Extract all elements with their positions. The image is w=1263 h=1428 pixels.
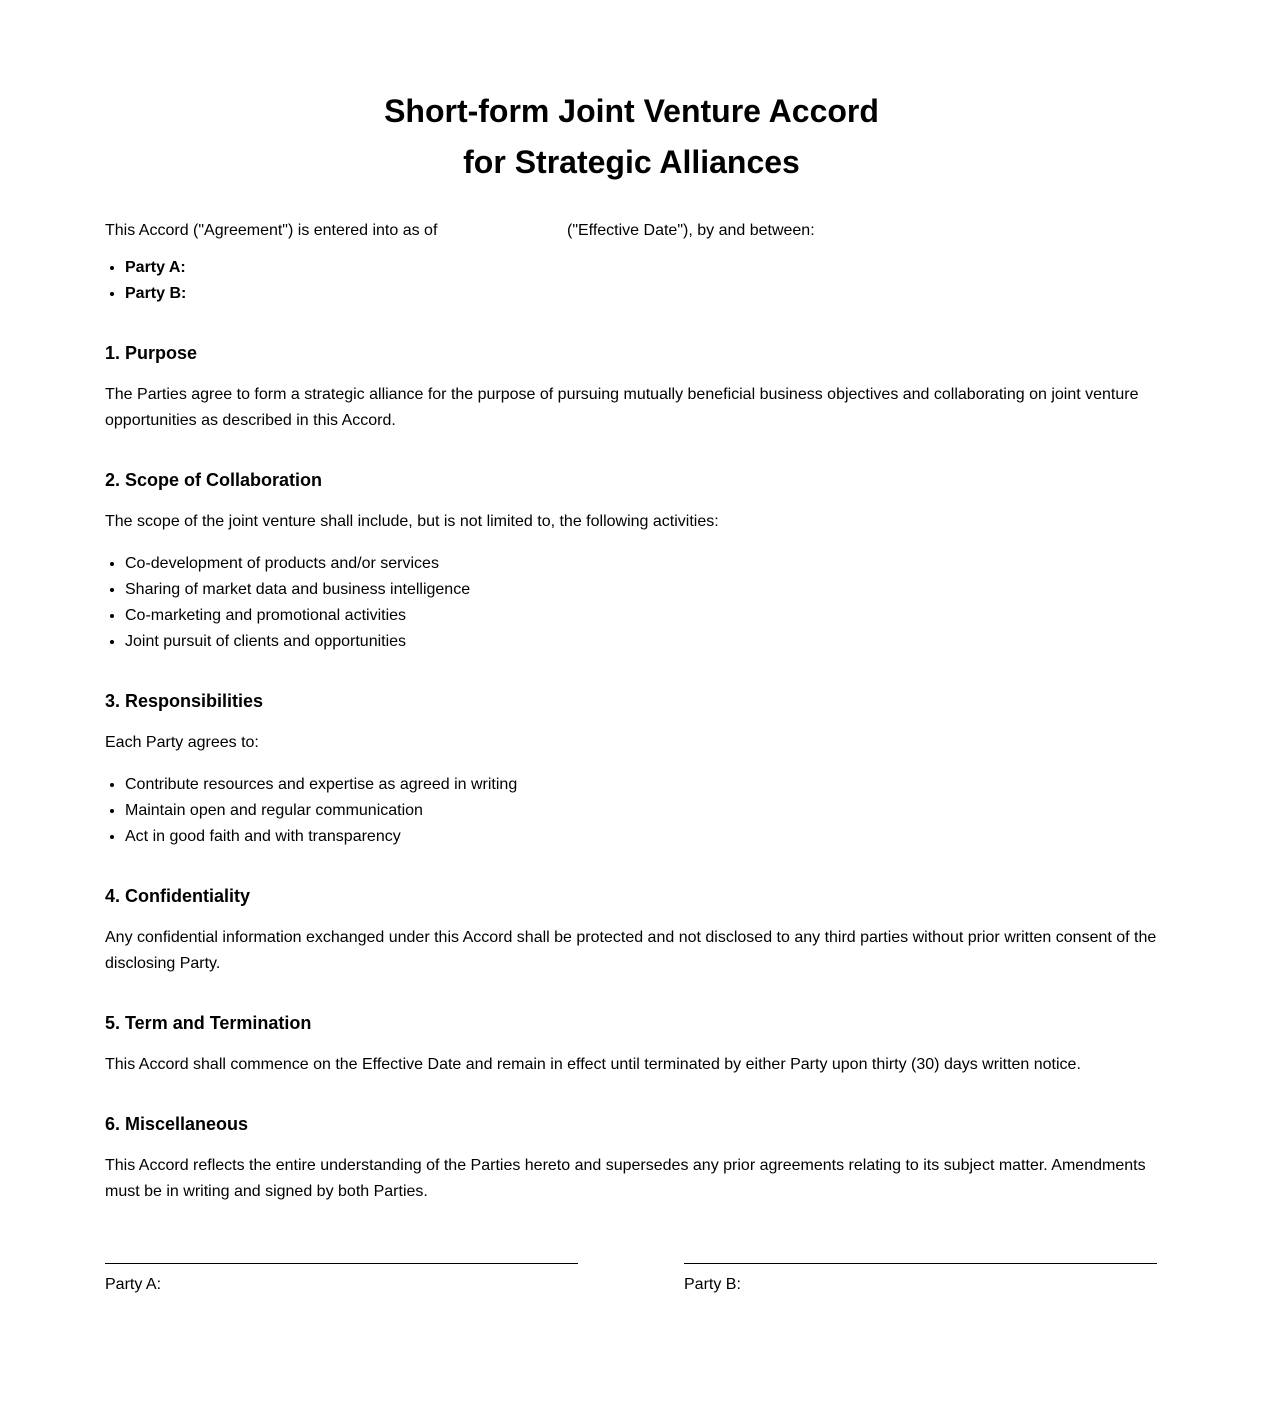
title-line-1: Short-form Joint Venture Accord bbox=[384, 93, 879, 129]
section-body-confidentiality: Any confidential information exchanged under this Accord shall be protected and not disclosed to any third parties without prior written consent of the disclosing Party. bbox=[105, 929, 1157, 972]
section-body-purpose: The Parties agree to form a strategic alliance for the purpose of pursuing mutually beneficial business objectives and collaborating on joint venture opportunities as described in this Accord. bbox=[105, 386, 1139, 429]
parties-list bbox=[105, 255, 1158, 307]
title-line-2: for Strategic Alliances bbox=[463, 144, 800, 180]
signature-label-party-b: Party B: bbox=[684, 1276, 741, 1293]
signature-block-party-a bbox=[105, 1263, 578, 1298]
list-item: • Joint pursuit of clients and opportunities bbox=[125, 629, 1158, 655]
section-heading-purpose: 1. Purpose bbox=[105, 343, 198, 363]
section-heading-scope: 2. Scope of Collaboration bbox=[105, 470, 323, 490]
signature-block-party-b bbox=[684, 1263, 1157, 1298]
party-a-item: • Party A: bbox=[125, 255, 1158, 281]
section-body-miscellaneous: This Accord reflects the entire understanding of the Parties hereto and supersedes any prior agreements relating to its subject matter. Amendments must be in writing and signed by both Parties. bbox=[105, 1157, 1146, 1200]
intro-paragraph bbox=[105, 215, 1158, 247]
document-title bbox=[105, 86, 1158, 188]
responsibilities-list bbox=[105, 772, 1158, 850]
list-item: • Contribute resources and expertise as agreed in writing bbox=[125, 772, 1158, 798]
intro-text-before-date: This Accord ("Agreement") is entered into as of bbox=[105, 222, 438, 239]
scope-activities-list bbox=[105, 551, 1158, 655]
list-item: • Co-marketing and promotional activities bbox=[125, 603, 1158, 629]
intro-text-after-date: ("Effective Date"), by and between: bbox=[567, 222, 815, 239]
signature-line bbox=[105, 1263, 578, 1264]
list-item: • Sharing of market data and business intelligence bbox=[125, 577, 1158, 603]
section-body-scope: The scope of the joint venture shall include, but is not limited to, the following activities: bbox=[105, 513, 719, 530]
list-item: • Act in good faith and with transparency bbox=[125, 824, 1158, 850]
list-item: • Co-development of products and/or services bbox=[125, 551, 1158, 577]
signature-line bbox=[684, 1263, 1157, 1264]
section-heading-responsibilities: 3. Responsibilities bbox=[105, 691, 264, 711]
list-item: • Maintain open and regular communication bbox=[125, 798, 1158, 824]
section-body-responsibilities: Each Party agrees to: bbox=[105, 734, 259, 751]
section-heading-term: 5. Term and Termination bbox=[105, 1013, 312, 1033]
section-heading-confidentiality: 4. Confidentiality bbox=[105, 886, 251, 906]
document-body bbox=[105, 86, 1158, 1205]
section-heading-miscellaneous: 6. Miscellaneous bbox=[105, 1114, 249, 1134]
section-body-term: This Accord shall commence on the Effective Date and remain in effect until terminated by either Party upon thirty (30) days written notice. bbox=[105, 1056, 1081, 1073]
party-b-item: • Party B: bbox=[125, 281, 1158, 307]
signature-label-party-a: Party A: bbox=[105, 1276, 162, 1293]
